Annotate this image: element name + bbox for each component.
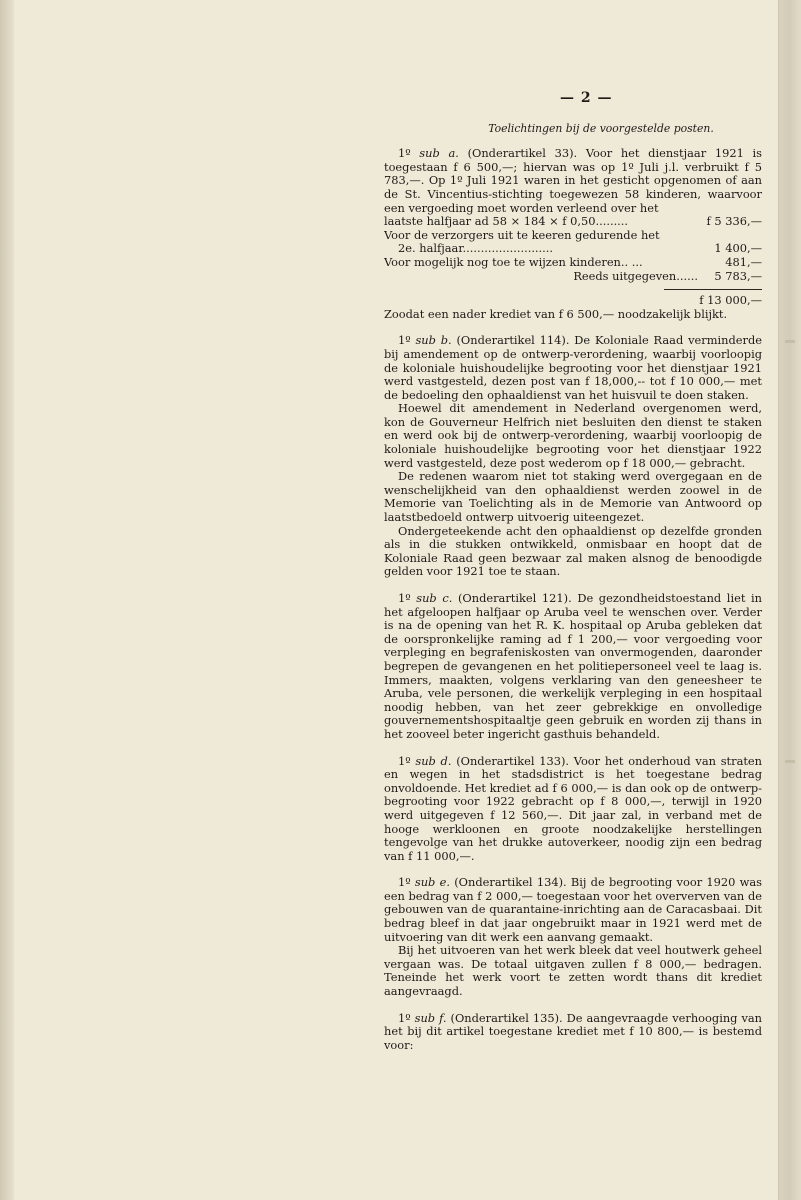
section-a-sub: sub a. [419, 146, 459, 161]
section-d-paragraph [384, 755, 762, 864]
calc-line-halfyear: laatste halfjaar ad 58 × 184 × f 0,50......... f 5 336,— [384, 214, 762, 229]
section-f-text: (Onderartikel 135). De aangevraagde verhooging van het bij dit artikel toegestane krediet met f 10 800,— is bestemd voor: [384, 1010, 763, 1052]
section-b-sub: sub b. [415, 333, 452, 348]
scan-margin-bar [778, 0, 801, 1200]
scan-notch [785, 760, 795, 763]
section-f-number: 1º [398, 1010, 411, 1025]
document-body [384, 92, 762, 1052]
section-e-paragraph [384, 876, 762, 944]
section-a-paragraph [384, 147, 762, 215]
section-a-conclusion: Zoodat een nader krediet van f 6 500,— noodzakelijk blijkt. [384, 306, 728, 321]
calc-line-extra-children: Voor mogelijk nog toe te wijzen kinderen.. ... 481,— [384, 254, 762, 269]
calc-total: f 13 000,— [699, 293, 762, 308]
section-c-number: 1º [398, 591, 411, 605]
section-a-text: (Onderartikel 33). Voor het dienstjaar 1921 is toegestaan f 6 500,—; hiervan was op 1º Juli j.l. verbruikt f 5 783,—. Op 1º Juli 1921 waren in het gesticht opgenomen of aan de St. Vincentius-stichting toegewezen 58 kinderen, waarvoor een vergoeding moet worden verleend over het [384, 146, 763, 215]
section-c-paragraph [384, 592, 762, 742]
section-d-sub: sub d. [415, 753, 452, 768]
sum-rule [384, 289, 762, 290]
section-c-text: (Onderartikel 121). De gezondheidstoestand liet in het afgeloopen halfjaar op Aruba veel te wenschen over. Verder is na de opening van het R. K. hospitaal op Aruba gebleken dat de oorspronkelijke raming ad f 1 200,— voor vergoeding voor verpleging en begrafeniskosten van onvermogenden, daaronder begrepen de gevangenen en het politiepersoneel veel te laag is. Immers, maakten, volgens verklaring van den geneesheer te Aruba, vele personen, die werkelijk verpleging in een hospitaal noodig hebben, van het zeer gebrekkige en onvolledige gouvernementshospitaaltje geen gebruik en worden zij thans in het zooveel beter ingericht gasthuis behandeld. [384, 591, 763, 741]
section-b-paragraph-4: Ondergeteekende acht den ophaaldienst op dezelfde gronden als in die stukken ontwikkeld, onmisbaar en hoopt dat de Koloniale Raad geen bezwaar zal maken alsnog de benoodigde gelden voor 1921 toe te staan. [384, 523, 762, 579]
section-e-paragraph-2: Bij het uitvoeren van het werk bleek dat veel houtwerk geheel vergaan was. De totaal uitgaven zullen f 8 000,— bedragen. Teneinde het werk voort te zetten wordt thans dit krediet aangevraagd. [384, 943, 762, 999]
calc-line-spent: Reeds uitgegeven...... 5 783,— [573, 268, 762, 283]
section-d-text: (Onderartikel 133). Voor het onderhoud van straten en wegen in het stadsdistrict is het toegestane bedrag onvoldoende. Het krediet ad f 6 000,— is dan ook op de ontwerp-begrooting voor 1922 gebracht op f 8 000,—, terwijl in 1920 werd uitgegeven f 12 560,—. Dit jaar zal, in verband met de hooge werkloonen en groote noodzakelijke herstellingen tengevolge van het drukke autoverkeer, noodig zijn een bedrag van f 11 000,—. [384, 753, 763, 863]
section-b-number: 1º [398, 333, 411, 348]
section-e-number: 1º [398, 875, 411, 890]
section-b-paragraph-2: Hoewel dit amendement in Nederland overgenomen werd, kon de Gouverneur Helfrich niet besluiten den dienst te staken en werd ook bij de ontwerp-verordening, waarbij voorloopig de koloniale huishoudelijke begrooting voor het dienstjaar 1922 werd vastgesteld, deze post wederom op f 18 000,— gebracht. [384, 401, 762, 470]
calc-line-second-halfyear: 2e. halfjaar......................... 1 400,— [398, 241, 762, 256]
section-b-text: (Onderartikel 114). De Koloniale Raad verminderde bij amendement op de ontwerp-verordening, waarbij voorloopig de koloniale huishoudelijke begrooting voor het dienstjaar 1921 werd vastgesteld, dezen post van f 18,000,-- tot f 10 000,— met de bedoeling den ophaaldienst van het huisvuil te doen staken. [384, 333, 762, 402]
scan-notch [785, 340, 795, 343]
section-e-text: (Onderartikel 134). Bij de begrooting voor 1920 was een bedrag van f 2 000,— toegestaan voor het oververven van de gebouwen van de quarantaine-inrichting aan de Caracasbaai. Dit bedrag bleef in dat jaar ongebruikt maar in 1921 werd met de uitvoering van dit werk een aanvang gemaakt. [384, 875, 763, 944]
section-f-sub: sub f. [414, 1010, 447, 1025]
section-b-paragraph [384, 334, 762, 402]
section-a-number: 1º [398, 146, 411, 161]
section-b-paragraph-3: De redenen waarom niet tot staking werd overgegaan en de wenschelijkheid van den ophaaldienst werden zoowel in de Memorie van Toelichting als in de Memorie van Antwoord op laatstbedoeld ontwerp uitvoerig uiteengezet. [384, 469, 762, 525]
section-e-sub: sub e. [414, 875, 450, 890]
section-d-number: 1º [398, 753, 411, 768]
page-number: — 2 — [560, 90, 613, 106]
section-c-sub: sub c. [416, 591, 453, 605]
calc-line-carers: Voor de verzorgers uit te keeren gedurende het [384, 228, 660, 242]
section-f-paragraph [384, 1012, 762, 1053]
page-subtitle: Toelichtingen bij de voorgestelde posten. [488, 121, 714, 135]
binding-edge [0, 0, 14, 1200]
